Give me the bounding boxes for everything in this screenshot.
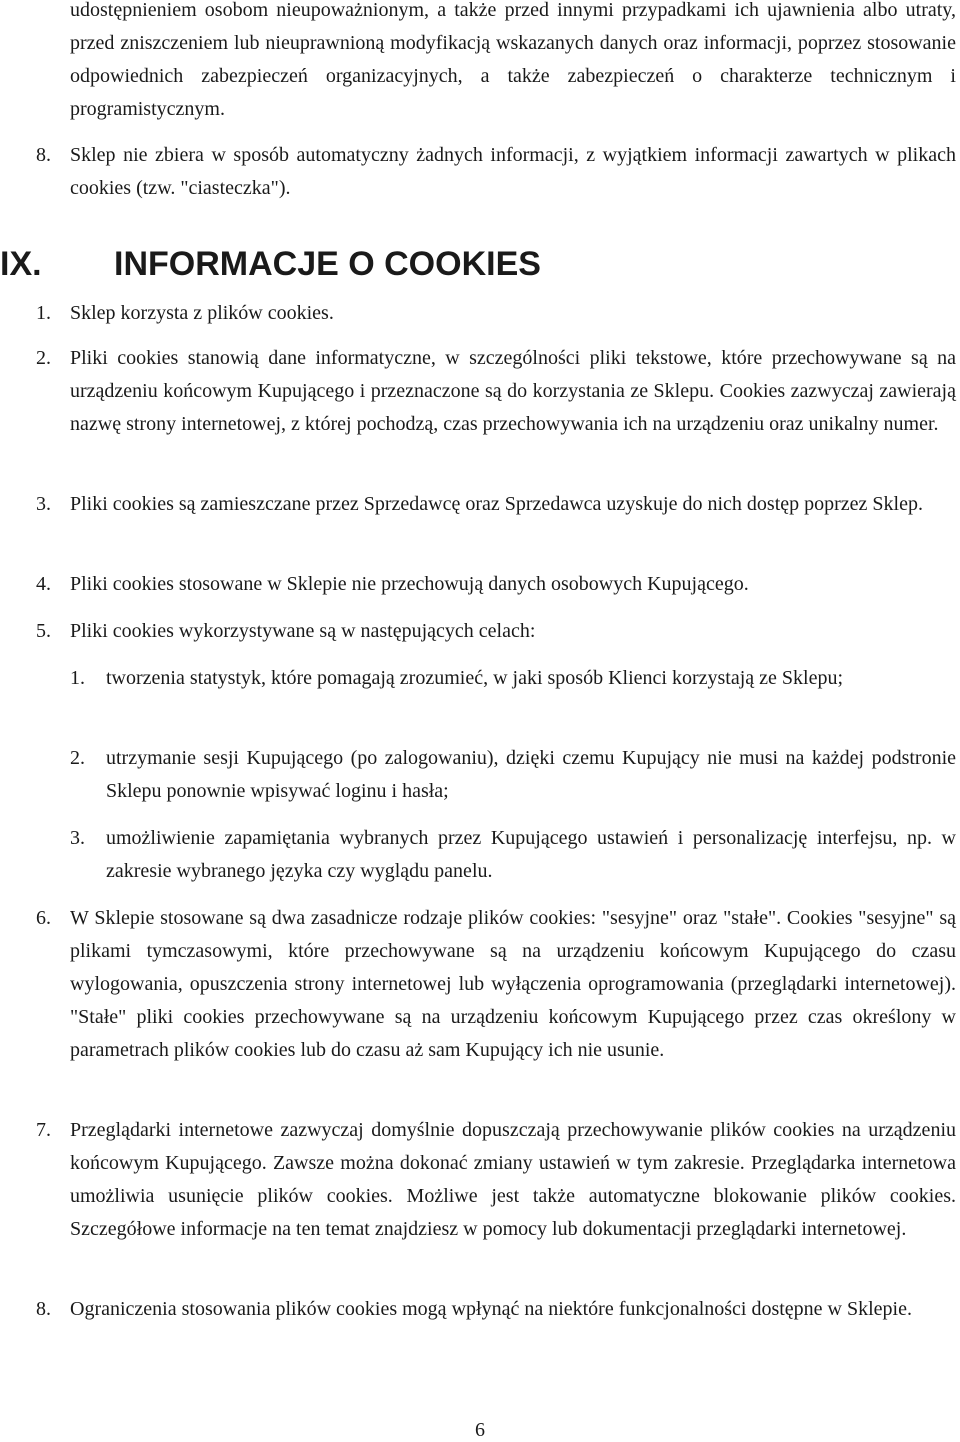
list-item-text: Pliki cookies wykorzystywane są w następujących celach: — [70, 620, 536, 642]
continuation-paragraph: udostępnieniem osobom nieupoważnionym, a także przed innymi przypadkami ich ujawnienia albo utraty, przed zniszczeniem lub nieuprawnioną modyfikacją wskazanych danych oraz informacji, poprzez stosowanie odpowiednich zabezpieczeń organizacyjnych, a także zabezpieczeń o charakterze technicznym i programistycznym. — [70, 0, 956, 120]
list-item-text: Przeglądarki internetowe zazwyczaj domyślnie dopuszczają przechowywanie plików cookies na urządzeniu końcowym Kupującego. Zawsze można dokonać zmiany ustawień w tym zakresie. Przeglądarka internetowa umożliwia usunięcie plików cookies. Możliwe jest także automatyczne blokowanie plików cookies. Szczegółowe informacje na ten temat znajdziesz w pomocy lub dokumentacji przeglądarki internetowej. — [70, 1119, 956, 1240]
list-item-number: 1. — [36, 302, 51, 324]
section-title: INFORMACJE O COOKIES — [114, 245, 541, 283]
list-item-text: Pliki cookies stosowane w Sklepie nie przechowują danych osobowych Kupującego. — [70, 573, 749, 595]
list-item-number: 3. — [36, 493, 51, 515]
list-item-number: 7. — [36, 1119, 51, 1141]
list-item-number: 4. — [36, 573, 51, 595]
list-item-number: 5. — [36, 620, 51, 642]
list-item-number: 2. — [36, 347, 51, 369]
sub-item-text: tworzenia statystyk, które pomagają zrozumieć, w jaki sposób Klienci korzystają ze Sklepu; — [106, 667, 844, 689]
list-item-text: W Sklepie stosowane są dwa zasadnicze rodzaje plików cookies: "sesyjne" oraz "stałe". Cookies "sesyjne" są plikami tymczasowymi, które przechowywane są na urządzeniu końcowym Kupującego do czasu wylogowania, opuszczenia strony internetowej lub wyłączenia oprogramowania (przeglądarki internetowej). "Stałe" pliki cookies przechowywane są na urządzeniu końcowym Kupującego przez czas określony w parametrach plików cookies lub do czasu aż sam Kupujący ich nie usunie. — [70, 907, 956, 1061]
list-item-text: Pliki cookies są zamieszczane przez Sprzedawcę oraz Sprzedawca uzyskuje do nich dostęp poprzez Sklep. — [70, 493, 923, 515]
sub-item-number: 3. — [70, 827, 85, 849]
sub-item-text: utrzymanie sesji Kupującego (po zalogowaniu), dzięki czemu Kupujący nie musi na każdej podstronie Sklepu ponownie wpisywać loginu i hasła; — [106, 747, 956, 802]
list-item-text: Ograniczenia stosowania plików cookies mogą wpłynąć na niektóre funkcjonalności dostępne w Sklepie. — [70, 1298, 912, 1320]
list-item-text: Pliki cookies stanowią dane informatyczne, w szczególności pliki tekstowe, które przechowywane są na urządzeniu końcowym Kupującego i przeznaczone są do korzystania ze Sklepu. Cookies zazwyczaj zawierają nazwę strony internetowej, z której pochodzą, czas przechowywania ich na urządzeniu oraz unikalny numer. — [70, 347, 956, 435]
list-item-number: 6. — [36, 907, 51, 929]
page-number: 6 — [475, 1419, 485, 1441]
sub-item-text: umożliwienie zapamiętania wybranych przez Kupującego ustawień i personalizację interfejsu, np. w zakresie wybranego języka czy wyglądu panelu. — [106, 827, 956, 882]
list-item-text: Sklep korzysta z plików cookies. — [70, 302, 334, 324]
section-number: IX. — [0, 245, 42, 283]
prev-item-text: Sklep nie zbiera w sposób automatyczny żadnych informacji, z wyjątkiem informacji zawartych w plikach cookies (tzw. "ciasteczka"). — [70, 144, 956, 199]
prev-item-number: 8. — [36, 144, 51, 166]
list-item-number: 8. — [36, 1298, 51, 1320]
sub-item-number: 2. — [70, 747, 85, 769]
sub-item-number: 1. — [70, 667, 85, 689]
